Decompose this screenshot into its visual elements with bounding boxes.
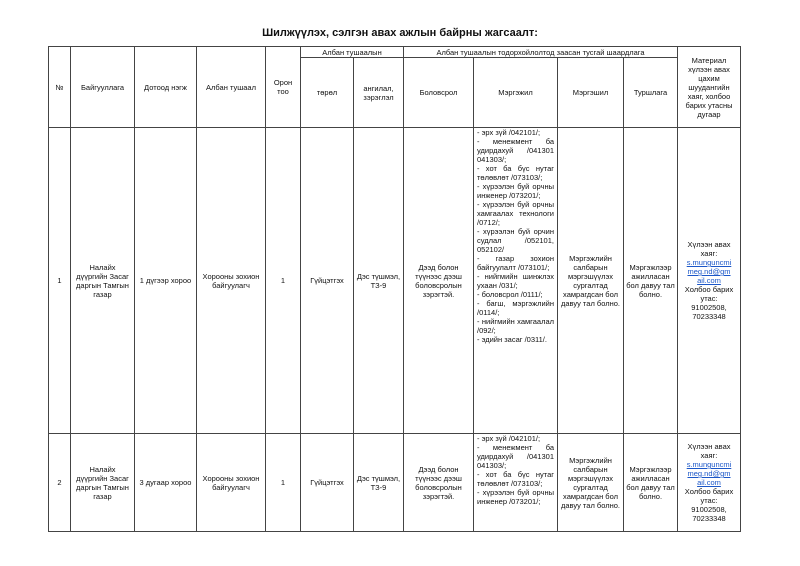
- header-experience: Туршлага: [624, 58, 678, 128]
- phone-label: Холбоо барих утас:: [684, 285, 734, 303]
- profession-item: - менежмент ба удирдахуй /041301 041303/;: [477, 443, 554, 470]
- cell-contact: [678, 434, 741, 532]
- cell-num: 1: [49, 128, 71, 434]
- header-group-requirements: Албан тушаалын тодорхойлолтод заасан тусгай шаардлага: [404, 47, 678, 58]
- phone-number: 91002508, 70233348: [691, 505, 727, 523]
- header-num: №: [49, 47, 71, 128]
- cell-seats: 1: [266, 128, 301, 434]
- profession-item: - газар зохион байгуулалт /073101/;: [477, 254, 554, 272]
- cell-experience: Мэргэжлээр ажилласан бол давуу тал болно.: [624, 434, 678, 532]
- cell-profession: [474, 128, 558, 434]
- cell-contact: [678, 128, 741, 434]
- header-seats: Орон тоо: [266, 47, 301, 128]
- contact-label: Хүлээн авах хаяг:: [687, 240, 731, 258]
- header-position: Албан тушаал: [197, 47, 266, 128]
- cell-education: Дээд болон түүнээс дээш боловсролын зэрэгтэй.: [404, 434, 474, 532]
- header-contact: Материал хүлээн авах цахим шуудангийн хаяг, холбоо барих утасны дугаар: [678, 47, 741, 128]
- header-education: Боловсрол: [404, 58, 474, 128]
- vacancy-table: [48, 46, 741, 532]
- header-org: Байгууллага: [71, 47, 135, 128]
- profession-item: - хот ба бүс нутаг төлөвлөт /073103/;: [477, 470, 554, 488]
- header-group-position: Албан тушаалын: [301, 47, 404, 58]
- cell-position: Хорооны зохион байгуулагч: [197, 434, 266, 532]
- cell-education: Дээд болон түүнээс дээш боловсролын зэрэгтэй.: [404, 128, 474, 434]
- profession-item: - хүрээлэн буй орчны инженер /073201/;: [477, 182, 554, 200]
- email-link[interactable]: s.munguncmi meg.nd@gm ail.com: [686, 460, 732, 487]
- email-link[interactable]: s.munguncmi meg.nd@gm ail.com: [686, 258, 732, 285]
- header-type: төрөл: [301, 58, 354, 128]
- cell-position: Хорооны зохион байгуулагч: [197, 128, 266, 434]
- table-row: [49, 128, 741, 434]
- profession-item: - хот ба бүс нутаг төлөвлөт /073103/;: [477, 164, 554, 182]
- page-title: Шилжүүлэх, сэлгэн авах ажлын байрны жагсаалт:: [262, 27, 538, 39]
- header-rank: ангилал, зэрэглэл: [354, 58, 404, 128]
- cell-unit: 3 дугаар хороо: [135, 434, 197, 532]
- profession-item: - багш, мэргэжлийн /0114/;: [477, 299, 554, 317]
- cell-qualification: Мэргэжлийн салбарын мэргэшүүлэх сургалтад хамрагдсан бол давуу тал болно.: [558, 128, 624, 434]
- profession-item: - боловсрол /0111/;: [477, 290, 543, 299]
- profession-item: - хүрээлэн буй орчны хамгаалах технологи /0712/;: [477, 200, 554, 227]
- cell-qualification: Мэргэжлийн салбарын мэргэшүүлэх сургалтад хамрагдсан бол давуу тал болно.: [558, 434, 624, 532]
- profession-item: - эрх зүй /042101/;: [477, 434, 541, 443]
- header-unit: Дотоод нэгж: [135, 47, 197, 128]
- profession-item: - эрх зүй /042101/;: [477, 128, 541, 137]
- cell-num: 2: [49, 434, 71, 532]
- profession-item: - хүрээлэн буй орчны инженер /073201/;: [477, 488, 554, 506]
- cell-profession: [474, 434, 558, 532]
- cell-seats: 1: [266, 434, 301, 532]
- cell-type: Гүйцэтгэх: [301, 128, 354, 434]
- cell-rank: Дэс түшмэл, ТЗ-9: [354, 128, 404, 434]
- table-row: [49, 434, 741, 532]
- cell-experience: Мэргэжлээр ажилласан бол давуу тал болно.: [624, 128, 678, 434]
- header-qualification: Мэргэшил: [558, 58, 624, 128]
- profession-item: - менежмент ба удирдахуй /041301 041303/;: [477, 137, 554, 164]
- cell-org: Налайх дүүргийн Засаг даргын Тамгын газар: [71, 128, 135, 434]
- profession-item: - нийгмийн шинжлэх ухаан /031/;: [477, 272, 554, 290]
- cell-type: Гүйцэтгэх: [301, 434, 354, 532]
- phone-label: Холбоо барих утас:: [684, 487, 734, 505]
- phone-number: 91002508, 70233348: [691, 303, 727, 321]
- profession-item: - нийгмийн хамгаалал /092/;: [477, 317, 554, 335]
- header-profession: Мэргэжил: [474, 58, 558, 128]
- contact-label: Хүлээн авах хаяг:: [687, 442, 731, 460]
- cell-rank: Дэс түшмэл, ТЗ-9: [354, 434, 404, 532]
- cell-org: Налайх дүүргийн Засаг даргын Тамгын газар: [71, 434, 135, 532]
- cell-unit: 1 дүгээр хороо: [135, 128, 197, 434]
- profession-item: - хүрээлэн буй орчин судлал /052101, 052102/: [477, 227, 554, 254]
- profession-item: - эдийн засаг /0311/.: [477, 335, 547, 344]
